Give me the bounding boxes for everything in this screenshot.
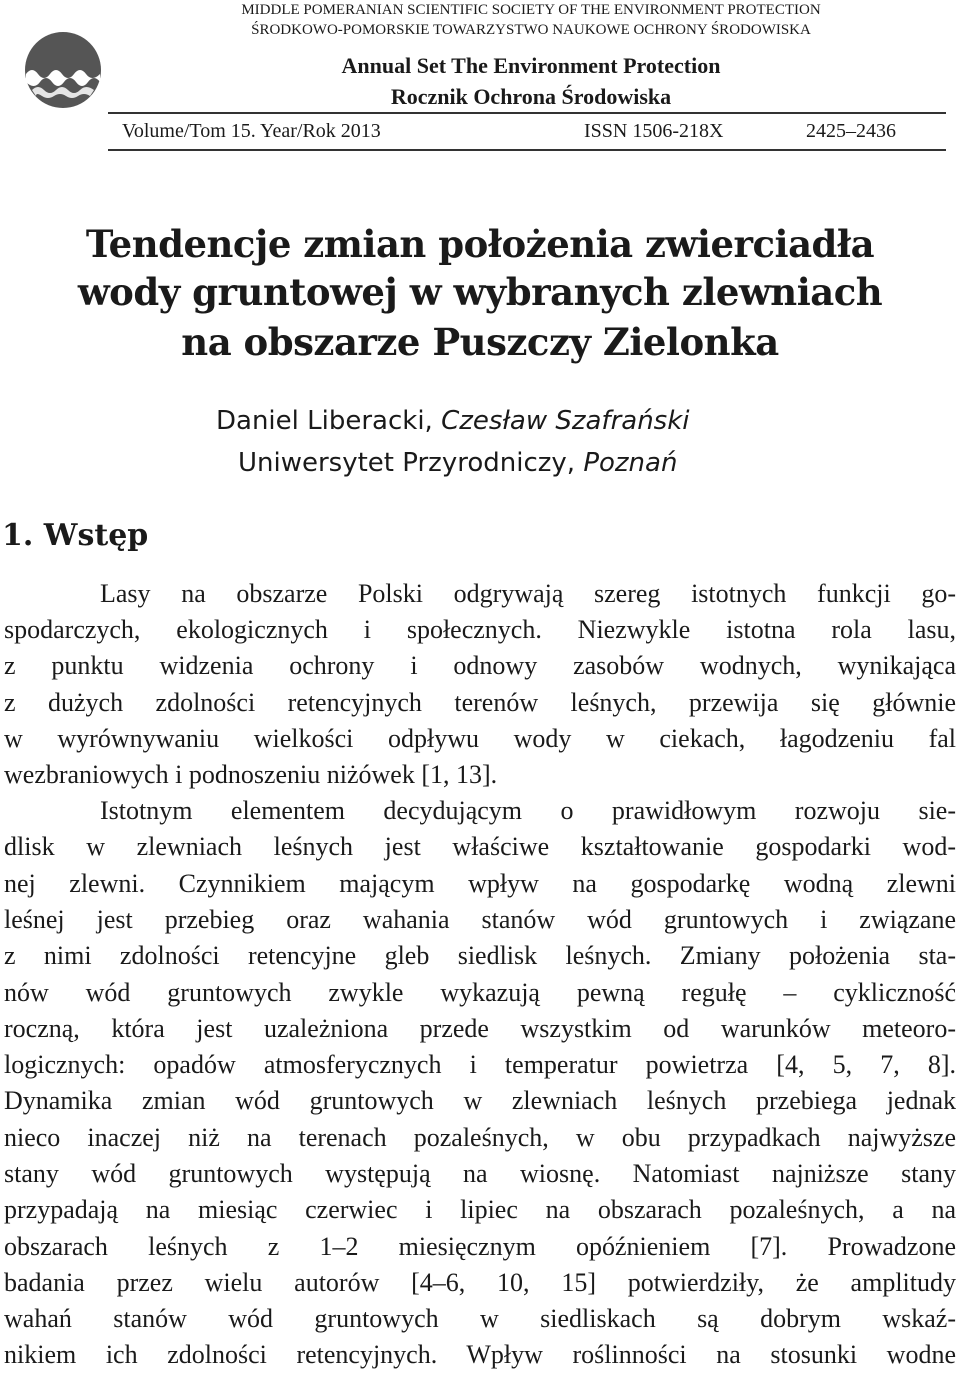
body-text-line: nikiem ich zdolności retencyjnych. Wpływ roślinności na stosunki wodne	[4, 1340, 956, 1369]
author-szafranski: Czesław Szafrański	[441, 406, 690, 436]
body-text-line: stany wód gruntowych występują na wiosnę. Natomiast najniższe stany	[4, 1159, 956, 1188]
affiliation-city: Poznań	[583, 448, 678, 478]
body-text-line: obszarach leśnych z 1–2 miesięcznym opóźnieniem [7]. Prowadzone	[4, 1232, 956, 1261]
issn: ISSN 1506-218X	[584, 120, 724, 142]
affiliation-university: Uniwersytet Przyrodniczy,	[238, 448, 584, 478]
body-text-line: przypadają na miesiąc czerwiec i lipiec na obszarach pozaleśnych, a na	[4, 1195, 956, 1224]
header-rule-bottom	[108, 149, 946, 151]
article-title-line: wody gruntowej w wybranych zlewniach	[77, 270, 883, 314]
body-text-line: wahań stanów wód gruntowych w siedliskach są dobrym wskaź-	[4, 1304, 956, 1333]
body-text-line: wezbraniowych i podnoszeniu niżówek [1, 13].	[4, 760, 498, 789]
article-title-line: Tendencje zmian położenia zwierciadła	[85, 222, 875, 266]
article-title-line: na obszarze Puszczy Zielonka	[181, 320, 779, 364]
page-range: 2425–2436	[806, 120, 896, 142]
society-logo-icon	[24, 30, 102, 110]
authors	[216, 404, 690, 438]
body-text-line: badania przez wielu autorów [4–6, 10, 15] potwierdziły, że amplitudy	[4, 1268, 956, 1297]
body-text-line: w wyrównywaniu wielkości odpływu wody w ciekach, łagodzeniu fal	[4, 724, 956, 753]
body-text-line: z punktu widzenia ochrony i odnowy zasobów wodnych, wynikająca	[4, 651, 956, 680]
body-text-line: spodarczych, ekologicznych i społecznych. Niezwykle istotna rola lasu,	[4, 615, 956, 644]
body-text-line: Lasy na obszarze Polski odgrywają szereg istotnych funkcji go-	[100, 579, 956, 608]
society-name-pl: ŚRODKOWO-POMORSKIE TOWARZYSTWO NAUKOWE OCHRONY ŚRODOWISKA	[251, 22, 811, 38]
body-text-line: nej zlewni. Czynnikiem mającym wpływ na gospodarkę wodną zlewni	[4, 869, 956, 898]
body-text-line: leśnej jest przebieg oraz wahania stanów wód gruntowych i związane	[4, 905, 956, 934]
body-text-line: Istotnym elementem decydującym o prawidłowym rozwoju sie-	[100, 796, 956, 825]
journal-name-en: Annual Set The Environment Protection	[341, 53, 721, 78]
body-text-line: z nimi zdolności retencyjne gleb siedlisk leśnych. Zmiany położenia sta-	[4, 941, 956, 970]
body-text-line: Dynamika zmian wód gruntowych w zlewniach leśnych przebiega jednak	[4, 1086, 956, 1115]
body-text-line: roczną, która jest uzależniona przede wszystkim od warunków meteoro-	[4, 1014, 956, 1043]
body-text-line: z dużych zdolności retencyjnych terenów leśnych, przewija się głównie	[4, 688, 956, 717]
section-heading: 1. Wstęp	[2, 518, 149, 553]
body-text-line: logicznych: opadów atmosferycznych i temperatur powietrza [4, 5, 7, 8].	[4, 1050, 956, 1079]
affiliation	[238, 446, 677, 480]
body-text-line: nieco inaczej niż na terenach pozaleśnych, w obu przypadkach najwyższe	[4, 1123, 956, 1152]
body-text-line: dlisk w zlewniach leśnych jest właściwe kształtowanie gospodarki wod-	[4, 832, 956, 861]
author-liberacki: Daniel Liberacki,	[216, 406, 442, 436]
volume-year: Volume/Tom 15. Year/Rok 2013	[122, 120, 381, 142]
body-text-line: nów wód gruntowych zwykle wykazują pewną regułę – cykliczność	[4, 978, 956, 1007]
header-rule-top	[108, 112, 946, 114]
society-name-en: MIDDLE POMERANIAN SCIENTIFIC SOCIETY OF THE ENVIRONMENT PROTECTION	[241, 2, 821, 18]
journal-name-pl: Rocznik Ochrona Środowiska	[390, 84, 672, 109]
